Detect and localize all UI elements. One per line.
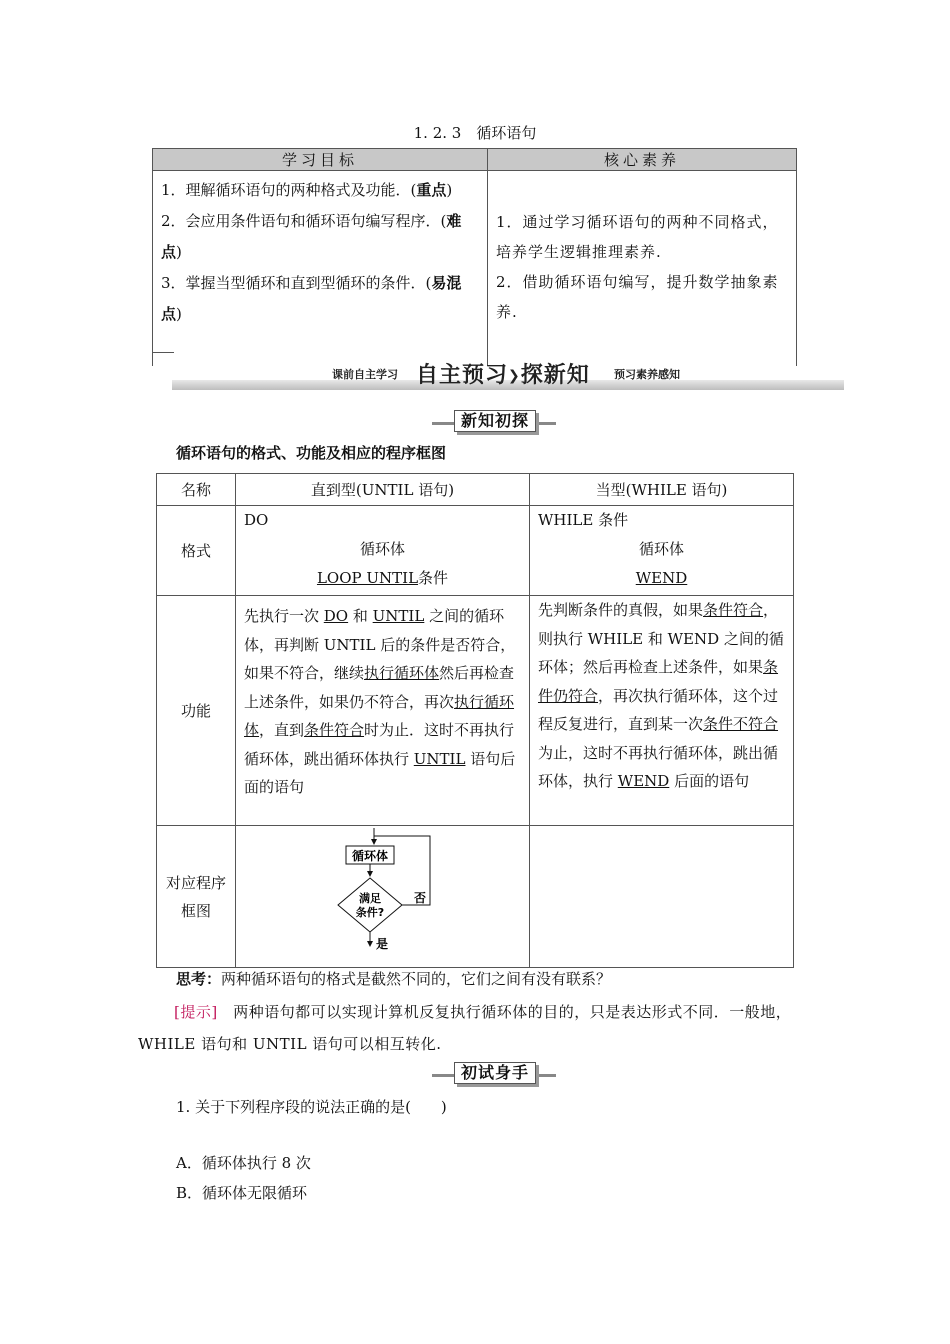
goal-item: 1．理解循环语句的两种格式及功能．(重点)	[161, 181, 453, 199]
flow-no-label: 否	[414, 891, 427, 905]
row-function-label: 功能	[157, 596, 236, 826]
section-tag-new-knowledge: 新知初探	[432, 410, 556, 430]
think-question: 思考：两种循环语句的格式是截然不同的，它们之间有没有联系？	[176, 970, 612, 988]
while-diagram-cell	[530, 826, 794, 968]
underlined-blank: 条件符合	[703, 601, 764, 619]
underlined-blank: 条件仍符合	[538, 658, 779, 705]
underlined-blank: WEND	[617, 772, 670, 790]
until-format-cell: DO 循环体 LOOP UNTIL条件	[236, 506, 530, 596]
flow-yes-label: 是	[376, 937, 389, 951]
table-corner-line	[152, 352, 174, 353]
option-a: A．循环体执行 8 次	[176, 1154, 311, 1172]
text-run: ，则执行 WHILE 和 WEND 之间的循环体；然后再检查上述条件，如果	[538, 601, 784, 676]
literacy-item: 1．通过学习循环语句的两种不同格式，培养学生逻辑推理素养.	[496, 212, 779, 261]
text-run: 先执行一次	[244, 607, 324, 625]
underlined-blank: UNTIL	[413, 749, 466, 768]
until-diagram-cell	[236, 826, 530, 968]
text-run: 后面的语句	[669, 772, 750, 790]
section-heading: 循环语句的格式、功能及相应的程序框图	[176, 444, 447, 462]
section-banner	[172, 360, 844, 392]
col-while-header: 当型(WHILE 语句)	[530, 474, 794, 506]
row-format-label: 格式	[157, 506, 236, 596]
goals-table	[152, 148, 797, 366]
banner-right-text: 预习素养感知	[614, 368, 680, 381]
goals-left-cell	[153, 171, 488, 367]
question-1: 1. 关于下列程序段的说法正确的是( )	[176, 1098, 447, 1116]
literacy-item: 2．借助循环语句编写，提升数学抽象素养.	[496, 272, 779, 321]
goals-header-left: 学习目标	[153, 149, 488, 171]
underlined-blank: DO	[323, 607, 349, 625]
goal-item: 3．掌握当型循环和直到型循环的条件．(易混点)	[161, 274, 462, 323]
goals-header-right: 核心素养	[488, 149, 797, 171]
underlined-blank: 执行循环体	[364, 664, 440, 682]
think-answer: [提示] 两种语句都可以实现计算机反复执行循环体的目的，只是表达形式不同．一般地，WHILE 语句和 UNTIL 语句可以相互转化.	[138, 1003, 792, 1053]
text-run: 然后再检查上述条件，如果仍不符合，再次	[244, 664, 515, 711]
text-run: 和	[348, 607, 373, 625]
underlined-blank: 执行循环体	[244, 692, 515, 739]
text-run: ，再次执行循环体，这个过程反复进行，直到某一次	[538, 686, 779, 733]
banner-left-text: 课前自主学习	[332, 368, 398, 381]
row-diagram-label: 对应程序框图	[157, 826, 236, 968]
text-run: ，直到	[259, 721, 305, 739]
while-format-cell: WHILE 条件 循环体 WEND	[530, 506, 794, 596]
until-function-cell	[236, 596, 530, 826]
hint-label: [提示]	[174, 1003, 218, 1021]
goal-item: 2．会应用条件语句和循环语句编写程序．(难点)	[161, 212, 462, 261]
flow-cond-label-1: 满足	[359, 892, 381, 905]
option-b: B．循环体无限循环	[176, 1184, 308, 1202]
page-title: 1. 2. 3 循环语句	[413, 124, 537, 142]
flow-cond-label-2: 条件?	[355, 906, 385, 919]
banner-main-text: 自主预习❯探新知	[416, 363, 590, 388]
text-run: 时为止．这时不再执行循环体，跳出循环体执行	[244, 721, 515, 768]
text-run: 为止，这时不再执行循环体，跳出循环体，执行	[538, 743, 779, 790]
underlined-blank: UNTIL	[372, 607, 425, 625]
flow-condition-diamond	[338, 878, 402, 932]
until-flowchart	[334, 826, 534, 956]
flow-body-label: 循环体	[351, 849, 389, 863]
underlined-blank: 条件符合	[304, 721, 365, 739]
text-run: 先判断条件的真假，如果	[538, 601, 704, 619]
loop-comparison-table	[156, 473, 794, 968]
banner-arrow-icon: ❯	[508, 368, 521, 384]
col-until-header: 直到型(UNTIL 语句)	[236, 474, 530, 506]
goals-right-cell	[488, 171, 797, 367]
while-function-cell	[530, 596, 794, 826]
underlined-blank: 条件不符合	[703, 715, 779, 733]
col-name-header: 名称	[157, 474, 236, 506]
section-tag-try: 初试身手	[432, 1062, 556, 1082]
text-run: 之间的循环体，再判断 UNTIL 后的条件是否符合，如果不符合，继续	[244, 607, 516, 682]
text-run: 语句后面的语句	[244, 749, 516, 796]
